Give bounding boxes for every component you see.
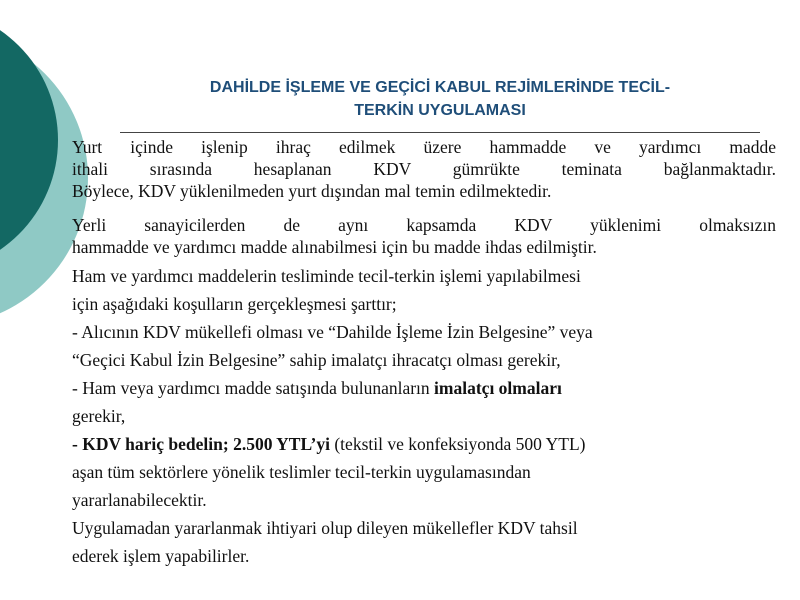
title-line-1: DAHİLDE İŞLEME VE GEÇİCİ KABUL REJİMLERİNDE TECİL- (209, 79, 671, 96)
text-line: Ham ve yardımcı maddelerin tesliminde tecil-terkin işlemi yapılabilmesi (72, 266, 581, 286)
text-line (72, 374, 776, 402)
text-line (72, 430, 776, 458)
text-line: Uygulamadan yararlanmak ihtiyari olup dileyen mükellefler KDV tahsil (72, 518, 578, 538)
paragraph-optional (72, 514, 776, 570)
text-line: ederek işlem yapabilirler. (72, 546, 250, 566)
text-line: Yurt içinde işlenip ihraç edilmek üzere hammadde ve yardımcı madde (72, 137, 776, 157)
slide-body (72, 136, 776, 570)
paragraph-import (72, 136, 776, 202)
text-line: “Geçici Kabul İzin Belgesine” sahip imalatçı ihracatçı olması gerekir, (72, 350, 561, 370)
slide-title (120, 76, 760, 122)
text-line: gerekir, (72, 406, 126, 426)
paragraph-conditions-intro (72, 262, 776, 318)
text-bold-segment: - KDV hariç bedelin; 2.500 YTL’yi (72, 434, 330, 454)
text-line: yararlanabilecektir. (72, 490, 207, 510)
text-segment: - Ham veya yardımcı madde satışında bulunanların (72, 378, 435, 398)
condition-3 (72, 430, 776, 514)
condition-1 (72, 318, 776, 374)
text-line: Yerli sanayicilerden de aynı kapsamda KDV yüklenimi olmaksızın (72, 215, 776, 235)
text-line: aşan tüm sektörlere yönelik teslimler tecil-terkin uygulamasından (72, 462, 531, 482)
text-bold-segment: imalatçı olmaları (434, 378, 562, 398)
text-line: Böylece, KDV yüklenilmeden yurt dışından mal temin edilmektedir. (72, 181, 552, 201)
text-line: hammadde ve yardımcı madde alınabilmesi için bu madde ihdas edilmiştir. (72, 237, 597, 257)
text-line: için aşağıdaki koşulların gerçekleşmesi şarttır; (72, 294, 397, 314)
text-line: - Alıcının KDV mükellefi olması ve “Dahilde İşleme İzin Belgesine” veya (72, 322, 593, 342)
title-divider (120, 132, 760, 133)
paragraph-domestic (72, 214, 776, 258)
title-line-2: TERKİN UYGULAMASI (354, 102, 526, 119)
text-line: ithali sırasında hesaplanan KDV gümrükte teminata bağlanmaktadır. (72, 159, 776, 179)
condition-2 (72, 374, 776, 430)
text-segment: (tekstil ve konfeksiyonda 500 YTL) (329, 434, 586, 454)
